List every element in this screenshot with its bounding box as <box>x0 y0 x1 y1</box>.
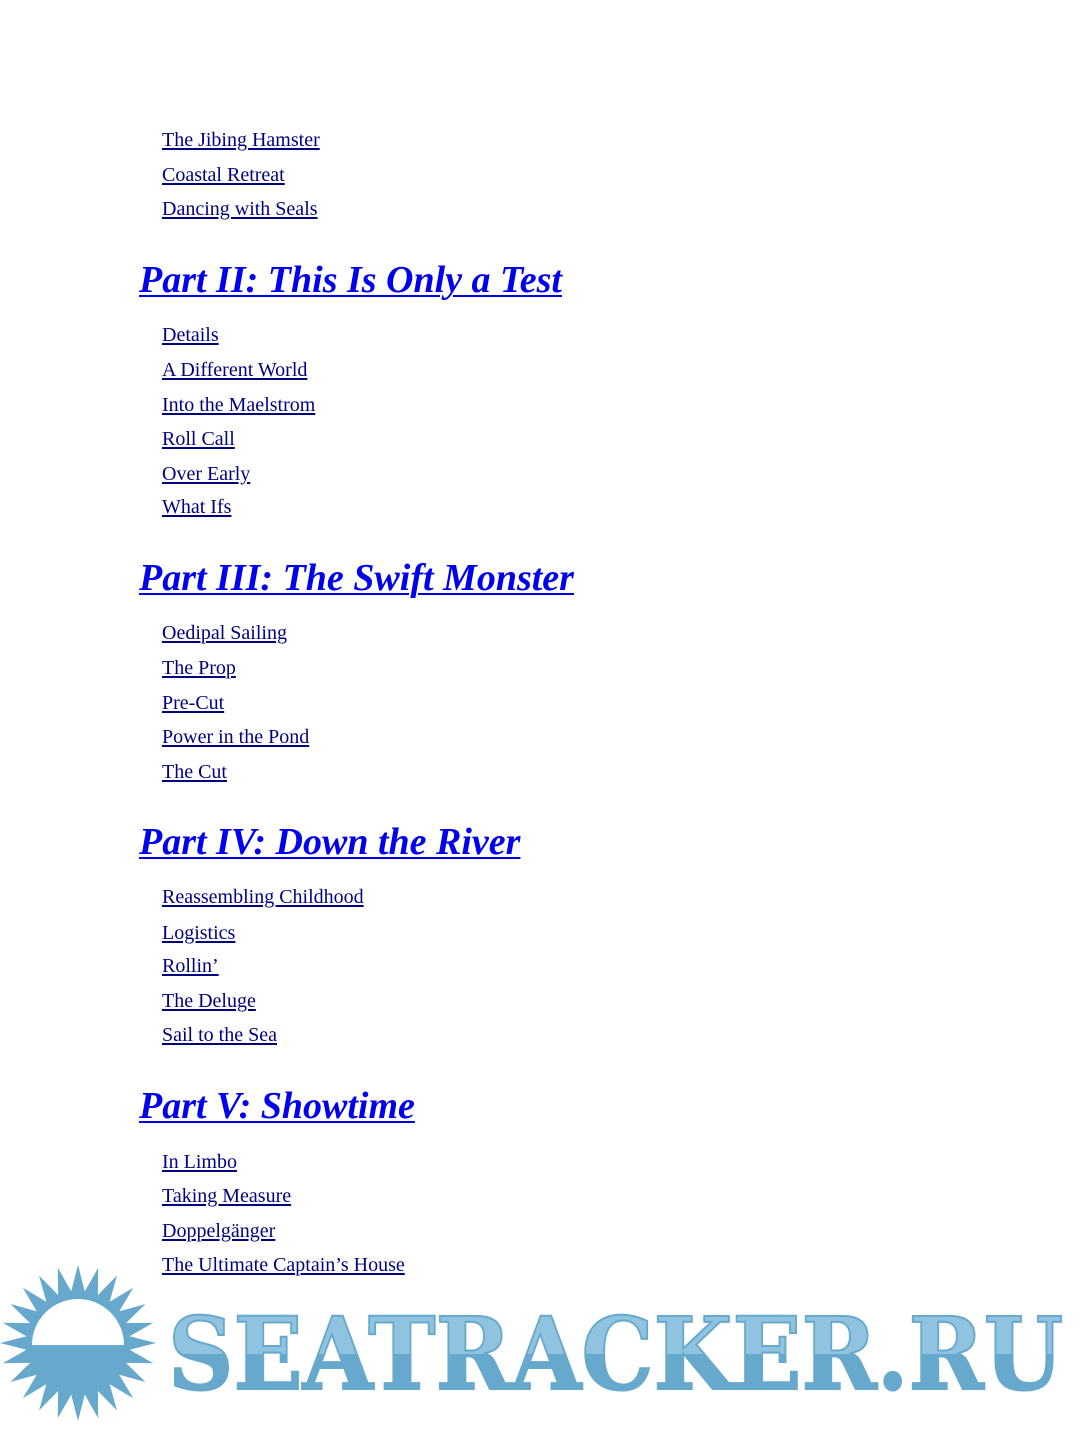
chapter-link[interactable]: Oedipal Sailing <box>162 622 287 644</box>
chapter-link[interactable]: What Ifs <box>162 496 232 518</box>
chapter-link[interactable]: Taking Measure <box>162 1185 292 1207</box>
chapter-link[interactable]: The Jibing Hamster <box>162 129 320 151</box>
chapter-link[interactable]: Reassembling Childhood <box>162 886 364 908</box>
chapter-link[interactable]: Logistics <box>162 922 236 944</box>
chapter-link[interactable]: Coastal Retreat <box>162 164 285 186</box>
chapter-link[interactable]: Over Early <box>162 463 251 485</box>
chapter-link[interactable]: The Ultimate Captain’s House <box>162 1254 405 1276</box>
chapter-link[interactable]: The Deluge <box>162 990 256 1012</box>
chapter-link[interactable]: The Cut <box>162 761 227 783</box>
chapter-link[interactable]: Doppelgänger <box>162 1220 276 1242</box>
chapter-link[interactable]: Dancing with Seals <box>162 198 318 220</box>
watermark-text: SEATRACKER.RU <box>168 1295 1063 1413</box>
part-heading[interactable]: Part IV: Down the River <box>139 821 521 863</box>
chapter-link[interactable]: Into the Maelstrom <box>162 394 316 416</box>
watermark-logo <box>0 1265 1080 1425</box>
chapter-link[interactable]: Roll Call <box>162 428 235 450</box>
chapter-link[interactable]: A Different World <box>162 359 308 381</box>
seatracker-watermark <box>0 1265 1080 1425</box>
chapter-link[interactable]: In Limbo <box>162 1151 237 1173</box>
chapter-link[interactable]: Sail to the Sea <box>162 1024 277 1046</box>
chapter-link[interactable]: Rollin’ <box>162 955 219 977</box>
chapter-link[interactable]: Details <box>162 324 219 346</box>
chapter-link[interactable]: The Prop <box>162 657 236 679</box>
chapter-link[interactable]: Pre-Cut <box>162 692 225 714</box>
sun-burst-icon <box>0 1265 156 1421</box>
part-heading[interactable]: Part III: The Swift Monster <box>139 557 574 599</box>
chapter-link[interactable]: Power in the Pond <box>162 726 310 748</box>
part-heading[interactable]: Part V: Showtime <box>139 1085 415 1127</box>
part-heading[interactable]: Part II: This Is Only a Test <box>139 259 562 301</box>
